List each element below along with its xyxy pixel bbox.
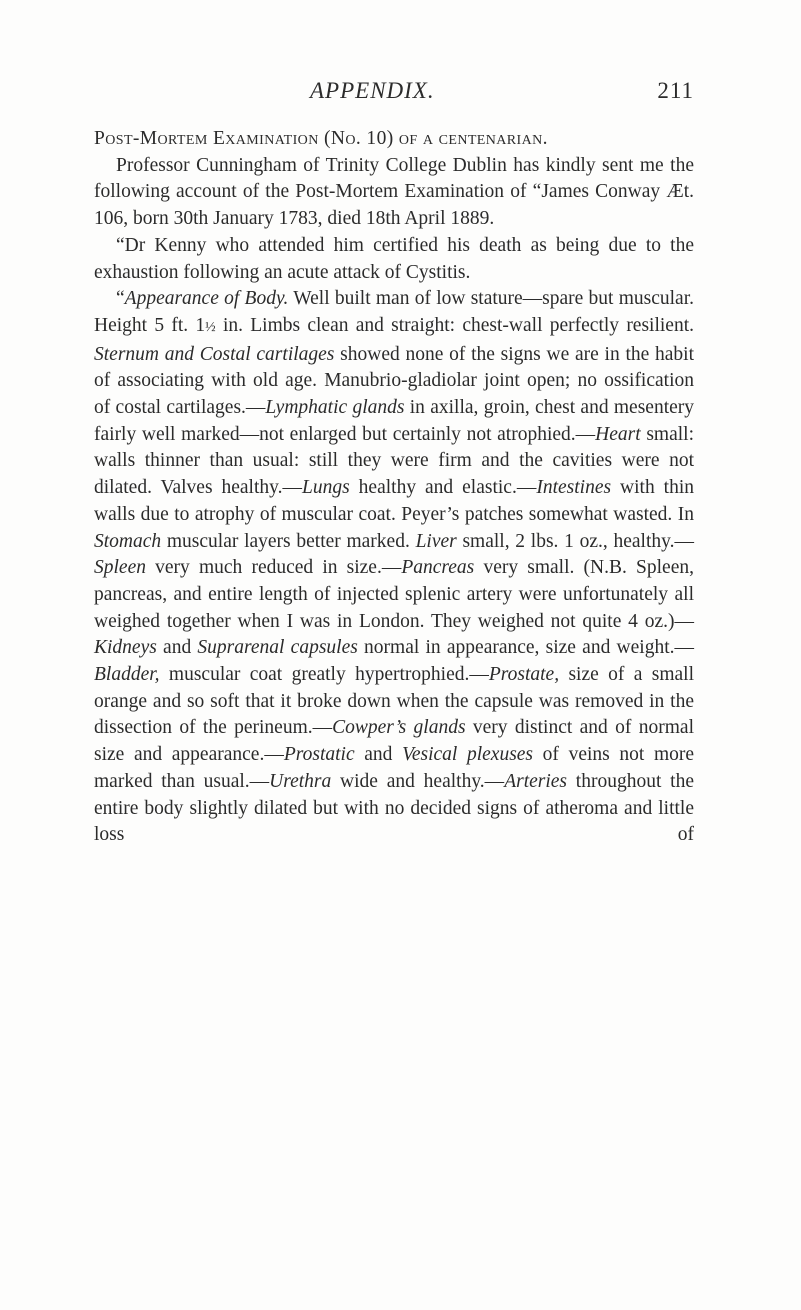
sternum-text: showed none of the signs we are in the habit of associating with old age. Manubrio-gladiolar joint open; no ossification of costal cartilages.—	[94, 343, 694, 419]
suprarenal-label: Suprarenal capsules	[197, 637, 358, 659]
liver-text: small, 2 lbs. 1 oz., healthy.—	[456, 530, 694, 552]
cowpers-glands-label: Cowper’s glands	[332, 717, 466, 739]
body-text	[94, 126, 694, 849]
spleen-text: very much reduced in size.—	[145, 557, 402, 579]
vesical-plexuses-label: Vesical plexuses	[402, 744, 534, 766]
pancreas-label: Pancreas	[401, 557, 475, 579]
prostatic-label: Prostatic	[283, 744, 355, 766]
report-paragraph	[94, 286, 694, 849]
arteries-label: Arteries	[504, 770, 568, 792]
running-title: APPENDIX.	[310, 78, 435, 103]
lungs-label: Lungs	[302, 477, 350, 499]
open-quote: “	[116, 288, 125, 310]
urethra-text: wide and healthy.—	[331, 770, 505, 792]
appearance-tail: in. Limbs clean and straight: chest-wall perfectly resilient.	[215, 314, 695, 336]
prostate-text: size of a small orange and so soft that it broke down when the capsule was removed in the dissection of the perineum.—	[94, 664, 695, 739]
stomach-label: Stomach	[94, 530, 162, 552]
plexuses-mid: and	[354, 744, 403, 766]
bladder-label: Bladder,	[94, 664, 160, 686]
urethra-label: Urethra	[269, 770, 332, 792]
kidneys-mid: and	[156, 637, 198, 659]
arteries-text: throughout the entire body slightly dilated but with no decided signs of atheroma and little loss of	[94, 770, 694, 846]
lymphatic-text: in axilla, groin, chest and mesentery fairly well marked—not enlarged but certainly not atrophied.—	[94, 397, 695, 445]
appearance-text: Well built man of low stature—spare but muscular. Height 5 ft. 1	[94, 288, 694, 336]
intro-paragraph: Professor Cunningham of Trinity College Dublin has kindly sent me the following account of the Post-Mortem Examination of “James Conway Æt. 106, born 30th January 1783, died 18th April 1889.	[94, 154, 694, 230]
lungs-text: healthy and elastic.—	[349, 477, 537, 499]
intestines-label: Intestines	[536, 477, 612, 499]
liver-label: Liver	[415, 530, 457, 552]
cowpers-glands-text: very distinct and of normal size and appearance.—	[94, 717, 694, 766]
section-heading: Post-Mortem Examination (No. 10) of a centenarian.	[94, 128, 548, 149]
stomach-text: muscular layers better marked.	[161, 530, 416, 552]
prostate-label: Prostate,	[488, 664, 560, 686]
heart-label: Heart	[595, 423, 641, 445]
sternum-label: Sternum and Costal cartilages	[94, 343, 335, 365]
bladder-text: muscular coat greatly hypertrophied.—	[159, 664, 489, 686]
running-head	[94, 78, 694, 108]
page-number: 211	[657, 78, 694, 103]
height-fraction: ½	[205, 319, 216, 335]
spleen-label: Spleen	[94, 557, 146, 579]
pancreas-text: very small. (N.B. Spleen, pancreas, and entire length of injected splenic artery were unfortunately all weighed together when I was in London. They weighed not quite 4 oz.)—	[94, 557, 694, 632]
intestines-text: with thin walls due to atrophy of muscular coat. Peyer’s patches somewhat wasted. In	[94, 477, 695, 525]
heart-text: small: walls thinner than usual: still they were firm and the cavities were not dilated. Valves healthy.—	[94, 423, 694, 499]
lymphatic-label: Lymphatic glands	[265, 397, 405, 419]
kidneys-label: Kidneys	[94, 637, 157, 659]
appearance-of-body-label: Appearance of Body.	[124, 288, 289, 310]
death-paragraph: “Dr Kenny who attended him certified his death as being due to the exhaustion following an acute attack of Cystitis.	[94, 234, 694, 283]
plexuses-text: of veins not more marked than usual.—	[94, 744, 695, 792]
kidneys-text: normal in appearance, size and weight.—	[357, 637, 695, 659]
